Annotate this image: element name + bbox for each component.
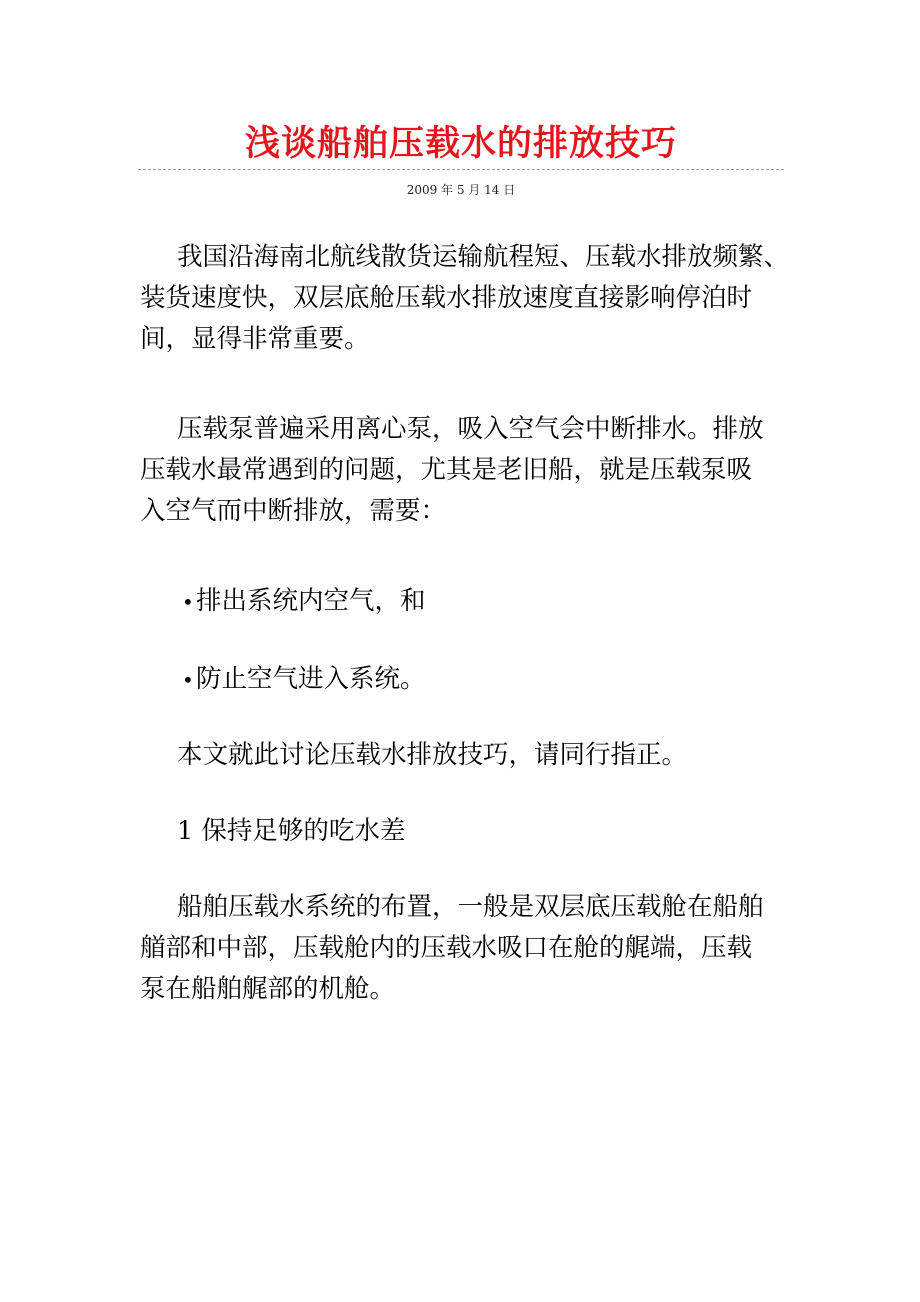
- paragraph-line: 本文就此讨论压载水排放技巧，请同行指正。: [177, 740, 688, 770]
- paragraph-line: 压载水最常遇到的问题，尤其是老旧船，就是压载泵吸: [140, 455, 753, 485]
- paragraph-intro: [140, 237, 790, 360]
- paragraph-line: 我国沿海南北航线散货运输航程短、压载水排放频繁、: [177, 242, 790, 272]
- publish-date: 2009 年 5 月 14 日: [406, 183, 516, 197]
- paragraph-line: 入空气而中断排放，需要：: [140, 496, 447, 526]
- article-title: 浅谈船舶压载水的排放技巧: [244, 123, 677, 164]
- paragraph-line: 泵在船舶艉部的机舱。: [140, 974, 396, 1004]
- paragraph-layout: [140, 887, 785, 1010]
- title-divider: [138, 169, 784, 170]
- paragraph-line: 间，显得非常重要。: [140, 324, 370, 354]
- paragraph-line: 压载泵普遍采用离心泵，吸入空气会中断排水。排放: [177, 414, 764, 444]
- paragraph-pump: [140, 409, 785, 532]
- paragraph-purpose: [140, 735, 785, 776]
- bullet-icon: •: [182, 668, 194, 692]
- paragraph-line: 艏部和中部，压载舱内的压载水吸口在舱的艉端，压载: [140, 933, 753, 963]
- section-heading-text: 1 保持足够的吃水差: [177, 816, 406, 846]
- bullet-text: 防止空气进入系统。: [196, 664, 426, 694]
- paragraph-line: 船舶压载水系统的布置，一般是双层底压载舱在船舶: [177, 892, 764, 922]
- bullet-icon: •: [182, 590, 194, 614]
- paragraph-line: 装货速度快，双层底舱压载水排放速度直接影响停泊时: [140, 283, 753, 313]
- bullet-item: [182, 659, 426, 701]
- bullet-text: 排出系统内空气，和: [196, 586, 426, 616]
- section-heading: [140, 811, 785, 852]
- bullet-item: [182, 581, 426, 623]
